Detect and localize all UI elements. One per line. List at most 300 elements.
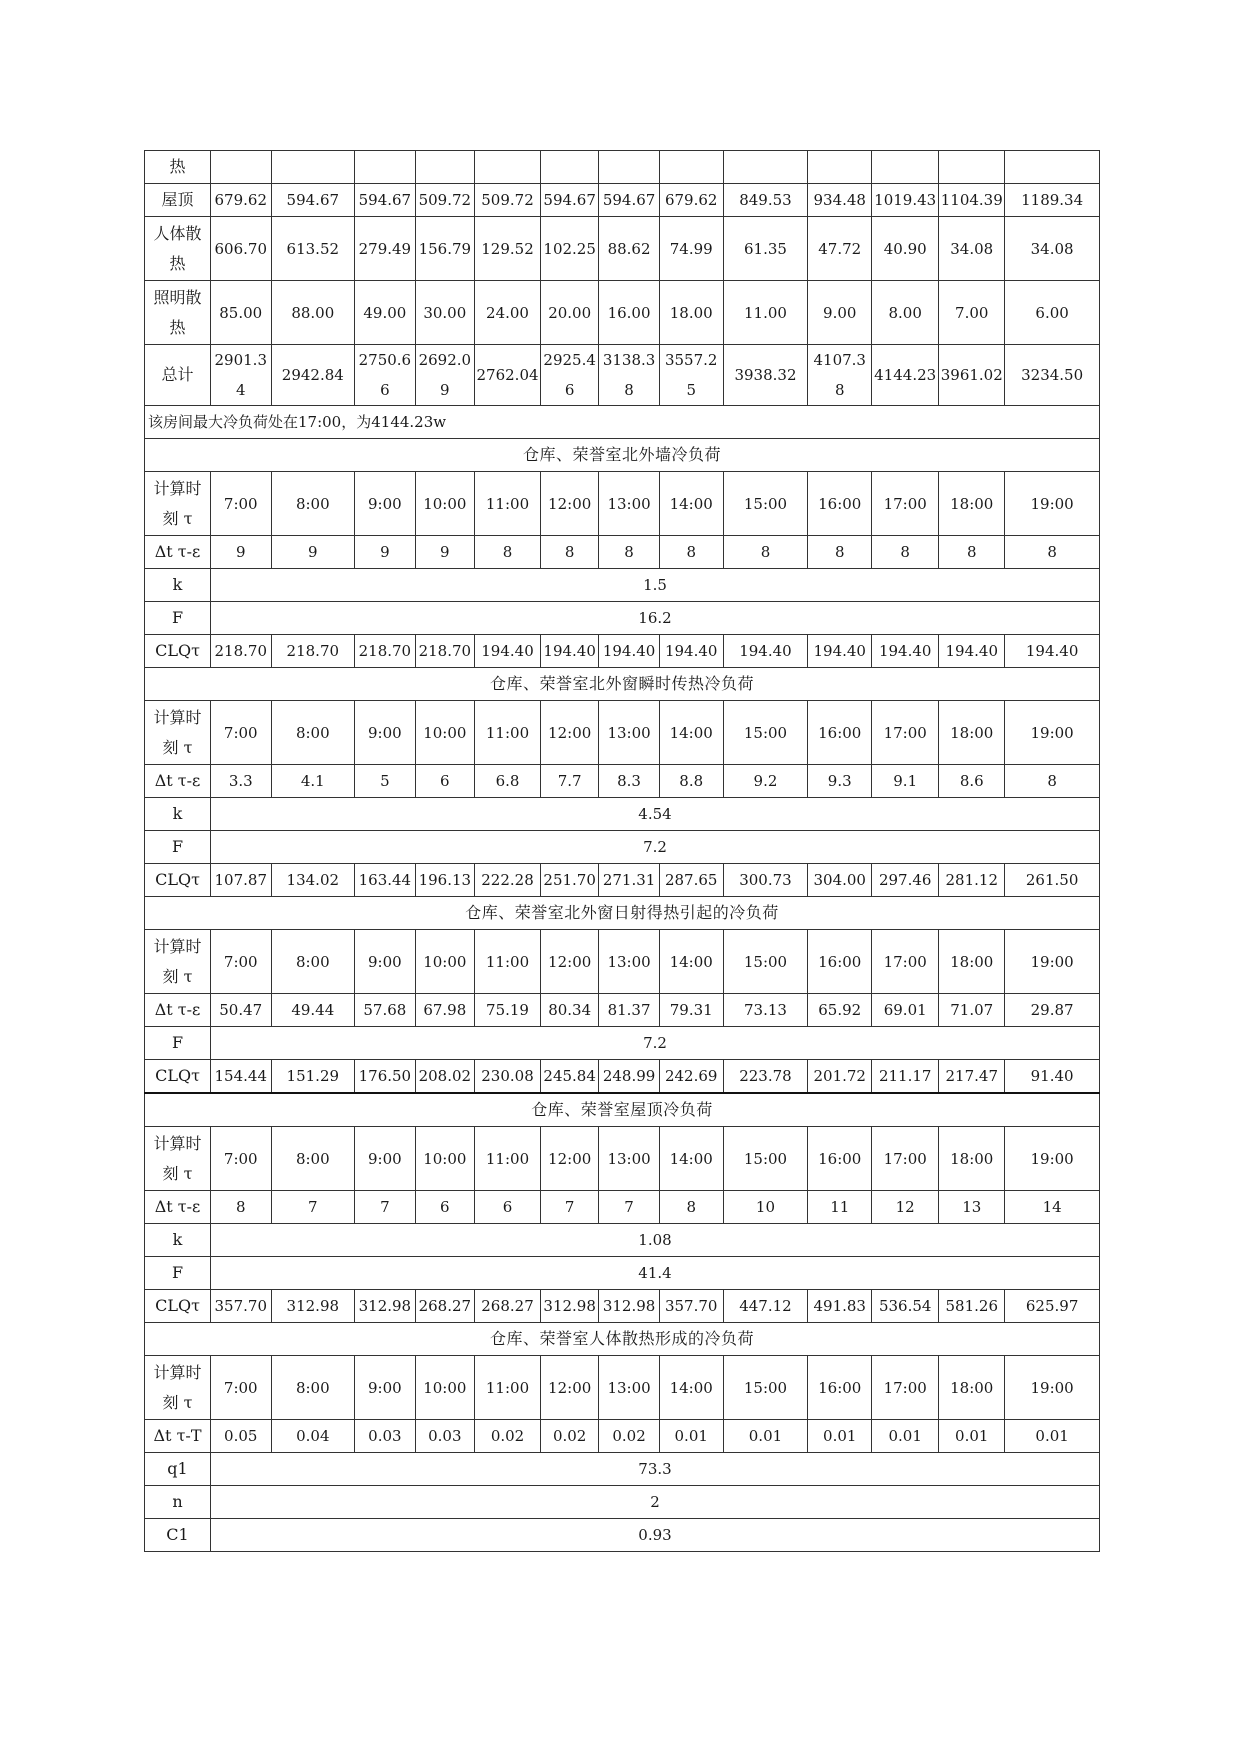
value-cell: 268.27 [415,1290,474,1323]
time-cell: 15:00 [723,701,808,765]
value-cell: 3.3 [211,765,272,798]
time-cell: 17:00 [872,701,939,765]
time-cell: 13:00 [599,1356,660,1420]
value-cell: 6.00 [1005,281,1100,345]
value-cell [808,151,872,184]
param-row [145,1027,1100,1060]
value-cell: 245.84 [541,1060,599,1094]
value-cell: 194.40 [872,635,939,668]
value-cell: 0.03 [355,1420,416,1453]
value-cell: 0.04 [271,1420,355,1453]
time-cell: 15:00 [723,472,808,536]
param-value: 7.2 [211,1027,1100,1060]
value-cell: 491.83 [808,1290,872,1323]
time-cell: 17:00 [872,472,939,536]
value-cell: 2692.09 [415,345,474,406]
value-cell: 211.17 [872,1060,939,1094]
time-cell: 16:00 [808,1356,872,1420]
value-cell: 7.7 [541,765,599,798]
time-cell: 19:00 [1005,701,1100,765]
value-cell [475,151,541,184]
value-cell: 71.07 [939,994,1005,1027]
value-cell: 8 [599,536,660,569]
param-value: 4.54 [211,798,1100,831]
value-cell: 65.92 [808,994,872,1027]
time-cell: 16:00 [808,701,872,765]
time-cell: 10:00 [415,930,474,994]
value-cell: 218.70 [271,635,355,668]
param-row [145,1453,1100,1486]
value-cell: 18.00 [659,281,723,345]
value-cell: 300.73 [723,864,808,897]
time-cell: 10:00 [415,1356,474,1420]
row-label: CLQτ [145,635,211,668]
row-label: F [145,1027,211,1060]
value-cell: 47.72 [808,217,872,281]
time-cell: 16:00 [808,1127,872,1191]
value-cell: 0.03 [415,1420,474,1453]
param-row [145,569,1100,602]
time-cell: 18:00 [939,701,1005,765]
row-label: CLQτ [145,1060,211,1094]
value-cell: 196.13 [415,864,474,897]
time-cell: 14:00 [659,472,723,536]
value-cell [271,151,355,184]
value-cell: 0.05 [211,1420,272,1453]
value-cell: 8 [659,536,723,569]
param-value: 41.4 [211,1257,1100,1290]
value-cell: 34.08 [939,217,1005,281]
value-cell: 218.70 [415,635,474,668]
value-cell: 194.40 [659,635,723,668]
value-cell: 194.40 [1005,635,1100,668]
value-cell: 242.69 [659,1060,723,1094]
time-cell: 9:00 [355,930,416,994]
time-cell: 11:00 [475,1127,541,1191]
value-cell: 9.1 [872,765,939,798]
value-cell: 594.67 [271,184,355,217]
value-cell: 271.31 [599,864,660,897]
value-cell: 14 [1005,1191,1100,1224]
value-cell: 7.00 [939,281,1005,345]
time-cell: 9:00 [355,1127,416,1191]
time-cell: 9:00 [355,472,416,536]
section-title-row [145,897,1100,930]
time-cell: 13:00 [599,1127,660,1191]
param-value: 2 [211,1486,1100,1519]
value-cell: 8 [723,536,808,569]
section-title: 仓库、荣誉室北外窗瞬时传热冷负荷 [145,668,1100,701]
value-cell: 194.40 [475,635,541,668]
time-cell: 10:00 [415,1127,474,1191]
section-title: 仓库、荣誉室北外墙冷负荷 [145,439,1100,472]
param-row [145,798,1100,831]
row-label: k [145,798,211,831]
value-cell [723,151,808,184]
value-cell: 29.87 [1005,994,1100,1027]
table-body [145,151,1100,1552]
time-cell: 18:00 [939,1356,1005,1420]
time-cell: 15:00 [723,1356,808,1420]
value-cell: 2762.04 [475,345,541,406]
section-title-row [145,439,1100,472]
value-cell: 287.65 [659,864,723,897]
value-cell: 156.79 [415,217,474,281]
value-cell: 2942.84 [271,345,355,406]
value-cell: 11 [808,1191,872,1224]
time-cell: 13:00 [599,930,660,994]
time-cell: 18:00 [939,930,1005,994]
value-cell: 357.70 [659,1290,723,1323]
value-cell: 13 [939,1191,1005,1224]
time-cell: 11:00 [475,472,541,536]
value-cell: 8 [541,536,599,569]
value-cell: 61.35 [723,217,808,281]
value-cell: 3557.25 [659,345,723,406]
value-cell: 201.72 [808,1060,872,1094]
value-cell: 176.50 [355,1060,416,1094]
time-row [145,1356,1100,1420]
section-title: 仓库、荣誉室北外窗日射得热引起的冷负荷 [145,897,1100,930]
value-cell: 581.26 [939,1290,1005,1323]
value-cell [541,151,599,184]
value-cell: 217.47 [939,1060,1005,1094]
time-cell: 12:00 [541,1127,599,1191]
value-cell: 8 [1005,536,1100,569]
value-cell: 194.40 [723,635,808,668]
value-cell: 509.72 [475,184,541,217]
row-label: 照明散热 [145,281,211,345]
value-cell: 0.02 [475,1420,541,1453]
time-cell: 14:00 [659,701,723,765]
row-label: F [145,602,211,635]
param-row [145,831,1100,864]
value-cell: 594.67 [541,184,599,217]
table-row [145,345,1100,406]
value-cell: 6 [415,1191,474,1224]
param-row [145,1486,1100,1519]
value-cell: 2901.34 [211,345,272,406]
value-cell: 222.28 [475,864,541,897]
value-cell: 9 [211,536,272,569]
row-label: 总计 [145,345,211,406]
value-cell: 261.50 [1005,864,1100,897]
value-cell: 73.13 [723,994,808,1027]
value-cell: 304.00 [808,864,872,897]
value-cell [659,151,723,184]
value-cell: 223.78 [723,1060,808,1094]
value-cell: 9 [355,536,416,569]
value-cell: 194.40 [541,635,599,668]
value-cell: 8 [211,1191,272,1224]
table-row [145,151,1100,184]
dt-row [145,994,1100,1027]
param-row [145,602,1100,635]
value-cell: 594.67 [355,184,416,217]
value-cell: 447.12 [723,1290,808,1323]
row-label: Δt τ-ε [145,765,211,798]
value-cell: 248.99 [599,1060,660,1094]
value-cell: 7 [355,1191,416,1224]
param-row [145,1257,1100,1290]
time-cell: 7:00 [211,701,272,765]
row-label: Δt τ-ε [145,994,211,1027]
value-cell: 20.00 [541,281,599,345]
value-cell: 16.00 [599,281,660,345]
time-cell: 12:00 [541,472,599,536]
row-label: C1 [145,1519,211,1552]
value-cell: 594.67 [599,184,660,217]
value-cell: 154.44 [211,1060,272,1094]
value-cell: 2925.46 [541,345,599,406]
value-cell: 312.98 [599,1290,660,1323]
param-value: 16.2 [211,602,1100,635]
time-cell: 12:00 [541,1356,599,1420]
value-cell: 69.01 [872,994,939,1027]
time-cell: 8:00 [271,930,355,994]
value-cell: 8 [1005,765,1100,798]
value-cell [939,151,1005,184]
time-cell: 7:00 [211,930,272,994]
time-cell: 7:00 [211,1356,272,1420]
value-cell: 8 [659,1191,723,1224]
time-cell: 8:00 [271,1127,355,1191]
section-title: 仓库、荣誉室人体散热形成的冷负荷 [145,1323,1100,1356]
time-cell: 11:00 [475,701,541,765]
value-cell: 74.99 [659,217,723,281]
value-cell: 0.01 [723,1420,808,1453]
row-label: n [145,1486,211,1519]
value-cell: 251.70 [541,864,599,897]
time-cell: 12:00 [541,930,599,994]
value-cell: 625.97 [1005,1290,1100,1323]
time-cell: 17:00 [872,1127,939,1191]
value-cell: 6 [415,765,474,798]
time-cell: 14:00 [659,1127,723,1191]
time-cell: 13:00 [599,472,660,536]
value-cell: 107.87 [211,864,272,897]
value-cell: 8.3 [599,765,660,798]
value-cell: 88.00 [271,281,355,345]
time-cell: 16:00 [808,472,872,536]
value-cell [599,151,660,184]
value-cell: 129.52 [475,217,541,281]
row-label: Δt τ-T [145,1420,211,1453]
row-label: CLQτ [145,1290,211,1323]
value-cell: 0.01 [808,1420,872,1453]
value-cell: 8 [939,536,1005,569]
value-cell: 4144.23 [872,345,939,406]
time-cell: 9:00 [355,1356,416,1420]
time-cell: 19:00 [1005,472,1100,536]
param-row [145,1519,1100,1552]
value-cell: 151.29 [271,1060,355,1094]
dt-row [145,536,1100,569]
value-cell: 281.12 [939,864,1005,897]
value-cell: 312.98 [541,1290,599,1323]
value-cell: 3961.02 [939,345,1005,406]
time-cell: 19:00 [1005,1127,1100,1191]
time-cell: 15:00 [723,930,808,994]
section-title-row [145,668,1100,701]
value-cell: 49.44 [271,994,355,1027]
value-cell: 80.34 [541,994,599,1027]
value-cell: 208.02 [415,1060,474,1094]
clq-row [145,1060,1100,1094]
row-label: 计算时刻 τ [145,472,211,536]
time-cell: 19:00 [1005,1356,1100,1420]
value-cell: 606.70 [211,217,272,281]
time-cell: 11:00 [475,930,541,994]
value-cell: 7 [599,1191,660,1224]
value-cell: 8 [872,536,939,569]
row-label: 计算时刻 τ [145,1356,211,1420]
value-cell: 1104.39 [939,184,1005,217]
time-cell: 7:00 [211,1127,272,1191]
value-cell [872,151,939,184]
value-cell: 0.01 [659,1420,723,1453]
value-cell: 50.47 [211,994,272,1027]
value-cell [415,151,474,184]
value-cell: 8 [475,536,541,569]
value-cell: 34.08 [1005,217,1100,281]
value-cell: 9.00 [808,281,872,345]
time-cell: 12:00 [541,701,599,765]
time-cell: 13:00 [599,701,660,765]
time-cell: 8:00 [271,1356,355,1420]
param-value: 1.5 [211,569,1100,602]
value-cell: 0.01 [872,1420,939,1453]
time-cell: 14:00 [659,930,723,994]
value-cell: 9.3 [808,765,872,798]
value-cell: 11.00 [723,281,808,345]
dt-row [145,1420,1100,1453]
value-cell: 230.08 [475,1060,541,1094]
time-cell: 18:00 [939,472,1005,536]
time-row [145,930,1100,994]
param-row [145,1224,1100,1257]
value-cell: 9 [415,536,474,569]
value-cell: 9 [271,536,355,569]
value-cell: 1189.34 [1005,184,1100,217]
table-row [145,281,1100,345]
value-cell: 40.90 [872,217,939,281]
value-cell: 312.98 [271,1290,355,1323]
max-load-note: 该房间最大冷负荷处在17:00，为4144.23w [145,406,1100,439]
value-cell: 8.8 [659,765,723,798]
value-cell: 49.00 [355,281,416,345]
value-cell: 849.53 [723,184,808,217]
section-title: 仓库、荣誉室屋顶冷负荷 [145,1093,1100,1127]
value-cell: 509.72 [415,184,474,217]
value-cell: 30.00 [415,281,474,345]
value-cell: 163.44 [355,864,416,897]
value-cell: 4.1 [271,765,355,798]
value-cell: 9.2 [723,765,808,798]
time-row [145,701,1100,765]
value-cell: 79.31 [659,994,723,1027]
row-label: Δt τ-ε [145,536,211,569]
value-cell: 0.01 [939,1420,1005,1453]
time-cell: 8:00 [271,701,355,765]
value-cell: 7 [541,1191,599,1224]
value-cell: 357.70 [211,1290,272,1323]
time-cell: 8:00 [271,472,355,536]
value-cell: 6 [475,1191,541,1224]
value-cell: 218.70 [211,635,272,668]
row-label: 热 [145,151,211,184]
value-cell: 3138.38 [599,345,660,406]
value-cell: 5 [355,765,416,798]
value-cell: 312.98 [355,1290,416,1323]
value-cell: 268.27 [475,1290,541,1323]
value-cell: 134.02 [271,864,355,897]
time-cell: 10:00 [415,472,474,536]
value-cell [1005,151,1100,184]
time-cell: 17:00 [872,930,939,994]
time-cell: 19:00 [1005,930,1100,994]
value-cell [211,151,272,184]
time-cell: 10:00 [415,701,474,765]
value-cell: 194.40 [808,635,872,668]
param-value: 7.2 [211,831,1100,864]
row-label: q1 [145,1453,211,1486]
value-cell: 75.19 [475,994,541,1027]
value-cell: 7 [271,1191,355,1224]
row-label: CLQτ [145,864,211,897]
value-cell: 3938.32 [723,345,808,406]
value-cell: 57.68 [355,994,416,1027]
time-cell: 16:00 [808,930,872,994]
value-cell: 24.00 [475,281,541,345]
value-cell: 0.02 [599,1420,660,1453]
value-cell: 3234.50 [1005,345,1100,406]
value-cell: 613.52 [271,217,355,281]
time-cell: 14:00 [659,1356,723,1420]
value-cell: 8.6 [939,765,1005,798]
value-cell: 2750.66 [355,345,416,406]
time-cell: 17:00 [872,1356,939,1420]
note-row [145,406,1100,439]
value-cell: 102.25 [541,217,599,281]
value-cell: 194.40 [599,635,660,668]
param-value: 1.08 [211,1224,1100,1257]
section-title-row [145,1323,1100,1356]
time-cell: 9:00 [355,701,416,765]
section-title-row [145,1093,1100,1127]
time-row [145,1127,1100,1191]
value-cell: 279.49 [355,217,416,281]
clq-row [145,635,1100,668]
value-cell: 194.40 [939,635,1005,668]
value-cell [355,151,416,184]
row-label: k [145,569,211,602]
value-cell: 0.02 [541,1420,599,1453]
value-cell: 8 [808,536,872,569]
value-cell: 8.00 [872,281,939,345]
value-cell: 679.62 [659,184,723,217]
value-cell: 81.37 [599,994,660,1027]
value-cell: 10 [723,1191,808,1224]
row-label: 计算时刻 τ [145,930,211,994]
row-label: F [145,1257,211,1290]
dt-row [145,1191,1100,1224]
clq-row [145,1290,1100,1323]
param-value: 73.3 [211,1453,1100,1486]
row-label: 计算时刻 τ [145,1127,211,1191]
row-label: 人体散热 [145,217,211,281]
row-label: 屋顶 [145,184,211,217]
